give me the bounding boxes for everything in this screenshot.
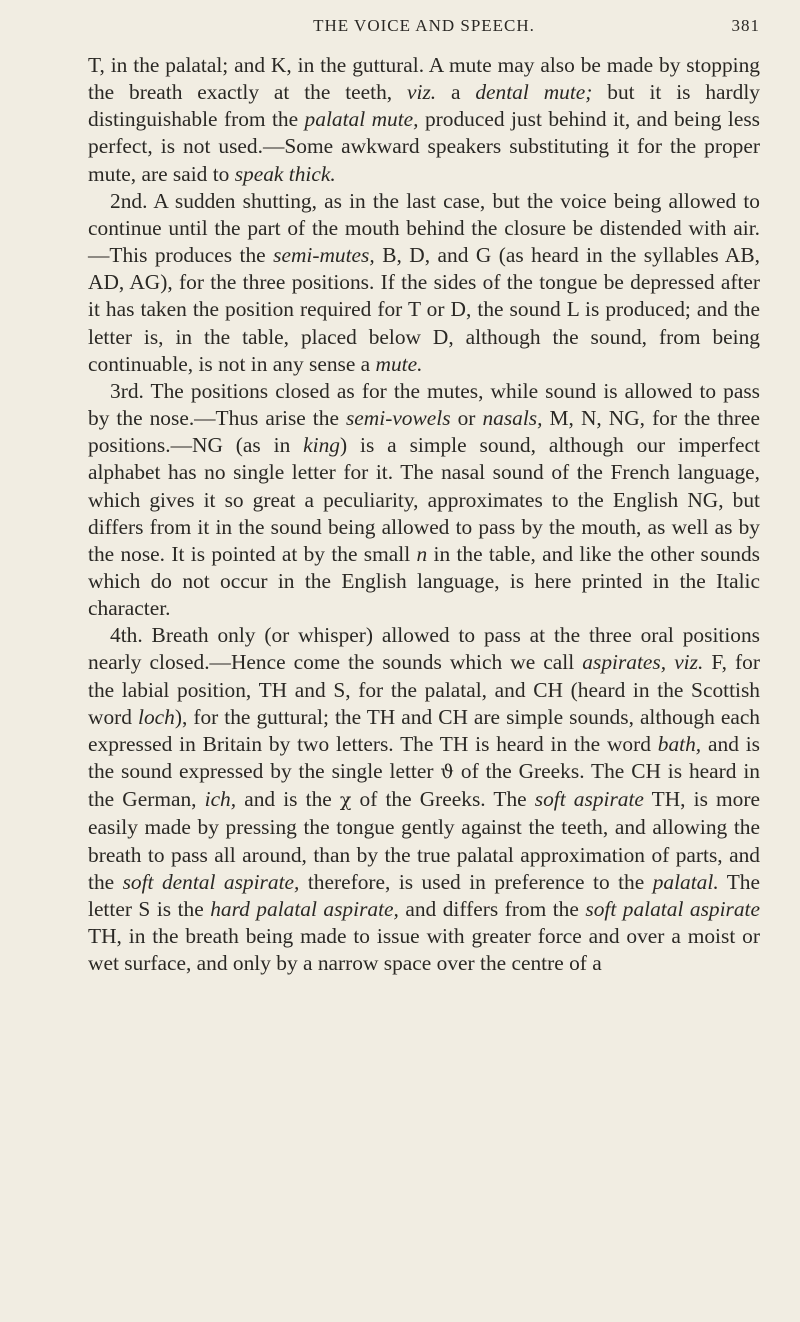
italic-run: soft dental aspirate,	[122, 869, 300, 894]
italic-run: aspirates, viz.	[582, 650, 704, 675]
text-run: therefore, is used in preference to the	[299, 869, 653, 894]
italic-run: nasals,	[482, 406, 543, 431]
italic-run: mute.	[375, 351, 423, 376]
italic-run: ich,	[204, 787, 237, 812]
text-run: M, N, NG, for the three positions.—NG (as in	[88, 406, 760, 458]
text-run: but it is hardly distinguishable from the	[88, 80, 760, 132]
paragraph	[88, 52, 760, 188]
body-text	[88, 52, 760, 977]
text-run: TH, is more easily made by pressing the tongue gently against the teeth, and allowing the breath to pass all around, than by the true palatal approximation of parts, and the	[88, 787, 760, 894]
italic-run: soft palatal aspirate	[585, 896, 760, 921]
italic-run: palatal mute,	[304, 107, 419, 132]
page-header	[88, 16, 760, 42]
text-run: ) is a simple sound, although our imperfect alphabet has no single letter for it. The nasal sound of the French language, which gives it so great a peculiarity, approximates to the English NG, but differs from it in the sound being allowed to pass by the mouth, as well as by the nose. It is pointed at by the small	[88, 433, 760, 566]
text-run: T, in the palatal; and K, in the guttural. A mute may also be made by stopping the breath exactly at the teeth,	[88, 53, 760, 105]
text-run: in the table, and like the other sounds which do not occur in the English language, is here printed in the Italic character.	[88, 541, 760, 621]
text-run: 4th. Breath only (or whisper) allowed to pass at the three oral positions nearly closed.—Hence come the sounds which we call	[88, 623, 760, 675]
italic-run: bath,	[657, 731, 702, 756]
italic-run: n	[416, 541, 428, 566]
text-run: ), for the guttural; the TH and CH are simple sounds, although each expressed in Britain by two letters. The TH is heard in the word	[88, 704, 761, 756]
italic-run: dental mute;	[475, 80, 593, 105]
italic-run: hard palatal aspirate,	[210, 896, 399, 921]
text-run: The letter S is the	[88, 869, 761, 921]
text-run: of the Greeks. The	[351, 787, 535, 812]
text-run: a	[436, 80, 476, 105]
paragraph	[88, 622, 760, 977]
italic-run: palatal.	[652, 869, 719, 894]
italic-run: semi-mutes,	[273, 243, 375, 268]
italic-run: soft aspirate	[534, 787, 644, 812]
italic-run: loch	[138, 704, 175, 729]
text-run: of the Greeks. The CH is heard in the German,	[88, 759, 760, 812]
italic-run: viz.	[407, 80, 437, 105]
text-run: B, D, and G (as heard in the syllables AB, AD, AG), for the three positions. If the sides of the tongue be depressed after it has taken the position required for T or D, the sound L is produced; and the letter is, in the table, placed below D, although the sound, from being continuable, is not in any sense a	[88, 243, 760, 376]
text-run: and is the sound expressed by the single letter	[88, 731, 760, 784]
greek-letter: ϑ	[440, 761, 454, 784]
text-run: and is the	[236, 787, 340, 812]
text-run: 3rd. The positions closed as for the mutes, while sound is allowed to pass by the nose.—Thus arise the	[88, 378, 760, 431]
greek-letter: χ	[339, 789, 352, 812]
page-number: 381	[731, 16, 760, 35]
running-title: THE VOICE AND SPEECH.	[313, 16, 535, 35]
text-run: TH, in the breath being made to issue with greater force and over a moist or wet surface, and only by a narrow space over the centre of a	[88, 924, 760, 976]
text-run: produced just behind it, and being less perfect, is not used.—Some awkward speakers substituting it for the proper mute, are said to	[88, 107, 761, 186]
text-run: or	[450, 406, 483, 431]
italic-run: speak thick.	[234, 161, 336, 186]
italic-run: king	[303, 433, 340, 458]
paragraph	[88, 188, 760, 378]
text-run: F, for the labial position, TH and S, for the palatal, and CH (heard in the Scottish word	[88, 650, 761, 729]
text-run: and differs from the	[398, 896, 586, 921]
italic-run: semi-vowels	[345, 406, 451, 431]
text-run: 2nd. A sudden shutting, as in the last case, but the voice being allowed to continue until the part of the mouth behind the closure be distended with air.—This produces the	[88, 188, 760, 268]
paragraph	[88, 378, 760, 622]
